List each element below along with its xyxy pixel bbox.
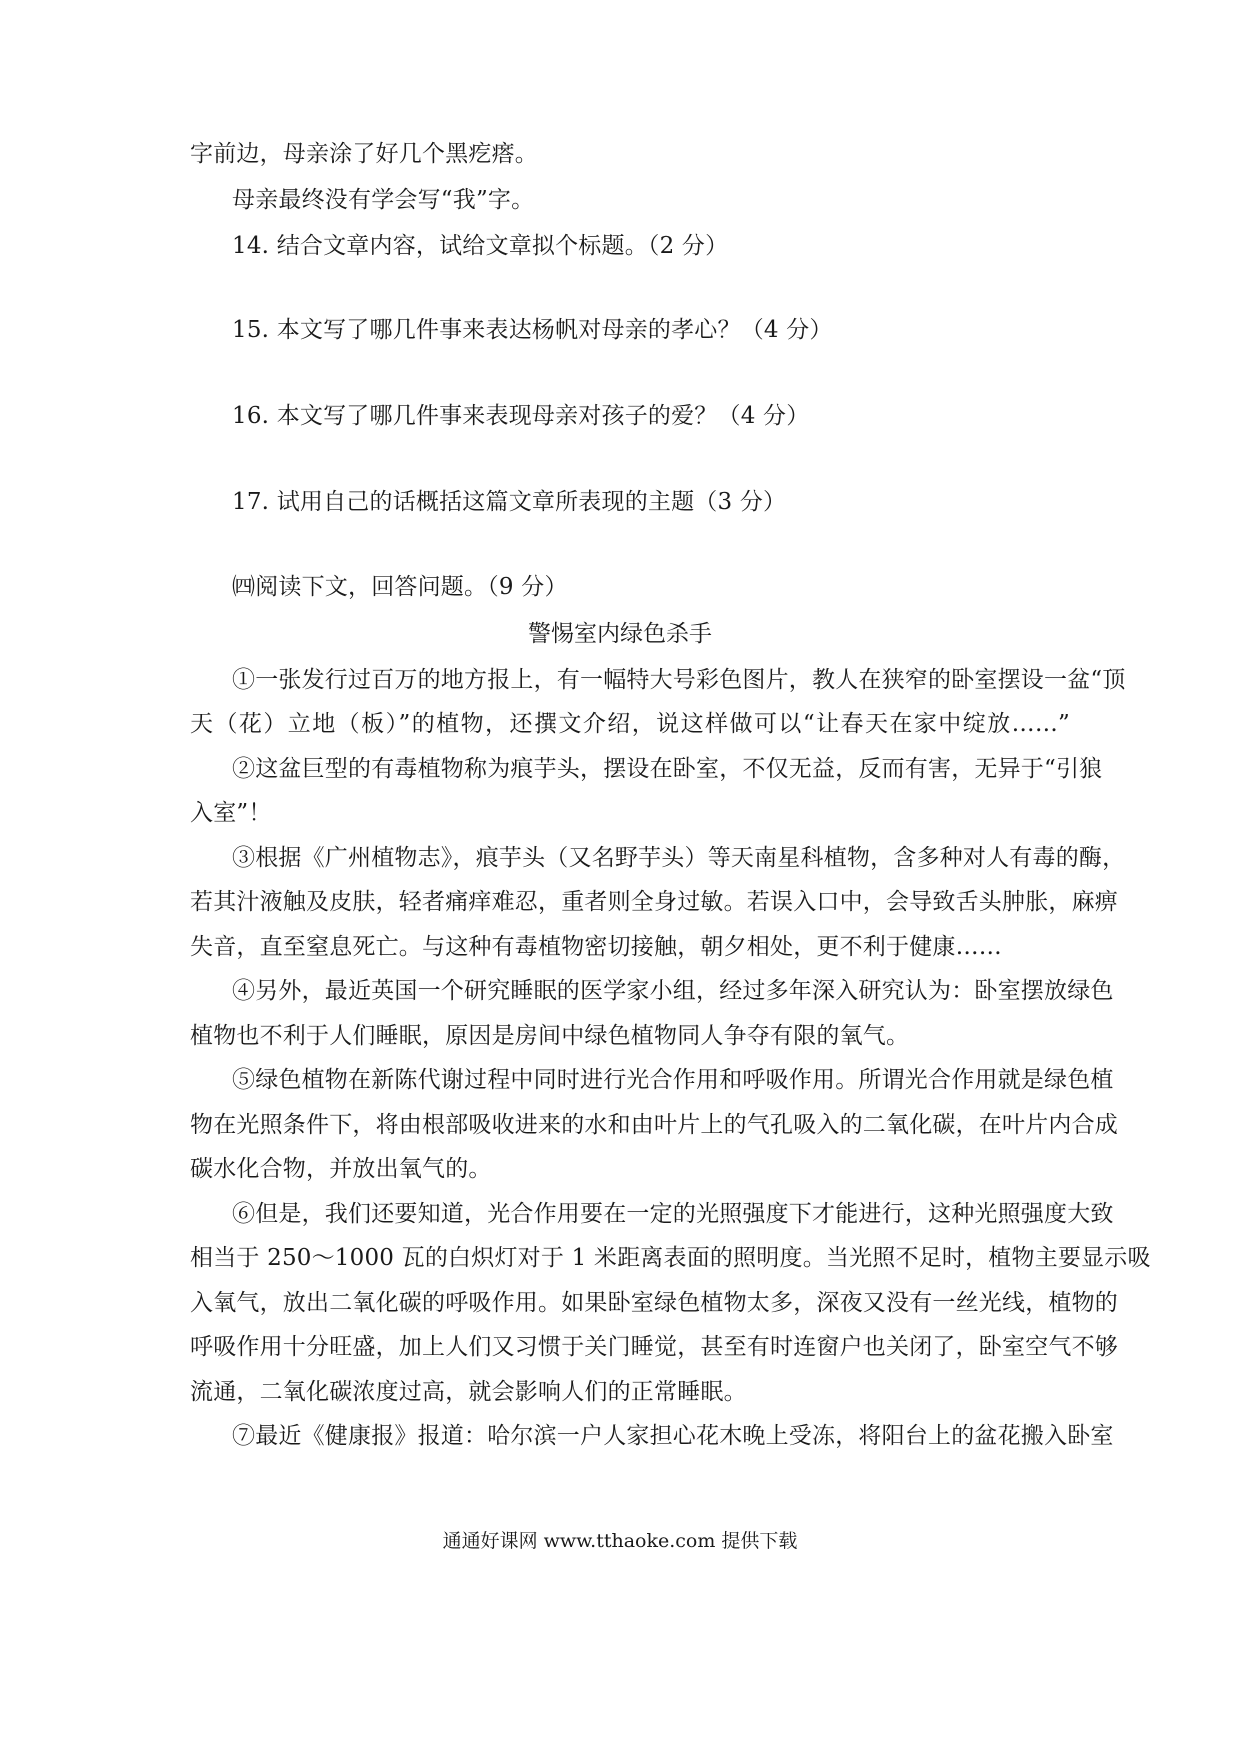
text-line: 字前边，母亲涂了好几个黑疙瘩。	[190, 141, 538, 167]
paragraph-line: 入室”！	[190, 800, 272, 826]
paragraph-line: 天（花）立地（板）”的植物，还撰文介绍，说这样做可以“让春天在家中绽放……”	[190, 711, 1070, 737]
paragraph-line: ⑤绿色植物在新陈代谢过程中同时进行光合作用和呼吸作用。所谓光合作用就是绿色植	[232, 1067, 1114, 1093]
question-16: 16. 本文写了哪几件事来表现母亲对孩子的爱？（4 分）	[232, 403, 810, 429]
paragraph-line: ①一张发行过百万的地方报上，有一幅特大号彩色图片，教人在狭窄的卧室摆设一盆“顶	[232, 667, 1126, 693]
paragraph-line: 流通，二氧化碳浓度过高，就会影响人们的正常睡眠。	[190, 1379, 747, 1405]
paragraph-line: ⑦最近《健康报》报道：哈尔滨一户人家担心花木晚上受冻，将阳台上的盆花搬入卧室	[232, 1423, 1114, 1449]
section-heading: ㈣阅读下文，回答问题。（9 分）	[232, 574, 568, 600]
footer-download-note: 通通好课网 www.tthaoke.com 提供下载	[442, 1530, 798, 1552]
paragraph-line: 入氧气，放出二氧化碳的呼吸作用。如果卧室绿色植物太多，深夜又没有一丝光线，植物的	[190, 1290, 1118, 1316]
question-15: 15. 本文写了哪几件事来表达杨帆对母亲的孝心？（4 分）	[232, 317, 833, 343]
paragraph-line: ④另外，最近英国一个研究睡眠的医学家小组，经过多年深入研究认为：卧室摆放绿色	[232, 978, 1114, 1004]
question-17: 17. 试用自己的话概括这篇文章所表现的主题（3 分）	[232, 489, 787, 515]
paragraph-line: ⑥但是，我们还要知道，光合作用要在一定的光照强度下才能进行，这种光照强度大致	[232, 1201, 1114, 1227]
paragraph-line: 相当于 250～1000 瓦的白炽灯对于 1 米距离表面的照明度。当光照不足时，植物主要显示吸	[190, 1245, 1151, 1271]
paragraph-line: 植物也不利于人们睡眠，原因是房间中绿色植物同人争夺有限的氧气。	[190, 1023, 910, 1049]
paragraph-line: 碳水化合物，并放出氧气的。	[190, 1156, 492, 1182]
paragraph-line: 物在光照条件下，将由根部吸收进来的水和由叶片上的气孔吸入的二氧化碳，在叶片内合成	[190, 1112, 1118, 1138]
text-line: 母亲最终没有学会写“我”字。	[232, 187, 535, 213]
paragraph-line: 若其汁液触及皮肤，轻者痛痒难忍，重者则全身过敏。若误入口中，会导致舌头肿胀，麻痹	[190, 889, 1118, 915]
paragraph-line: 失音，直至窒息死亡。与这种有毒植物密切接触，朝夕相处，更不利于健康……	[190, 934, 1002, 960]
paragraph-line: 呼吸作用十分旺盛，加上人们又习惯于关门睡觉，甚至有时连窗户也关闭了，卧室空气不够	[190, 1334, 1118, 1360]
paragraph-line: ③根据《广州植物志》，痕芋头（又名野芋头）等天南星科植物，含多种对人有毒的酶，	[232, 845, 1126, 871]
paragraph-line: ②这盆巨型的有毒植物称为痕芋头，摆设在卧室，不仅无益，反而有害，无异于“引狼	[232, 756, 1103, 782]
question-14: 14. 结合文章内容，试给文章拟个标题。（2 分）	[232, 233, 729, 259]
article-title: 警惕室内绿色杀手	[528, 621, 712, 647]
